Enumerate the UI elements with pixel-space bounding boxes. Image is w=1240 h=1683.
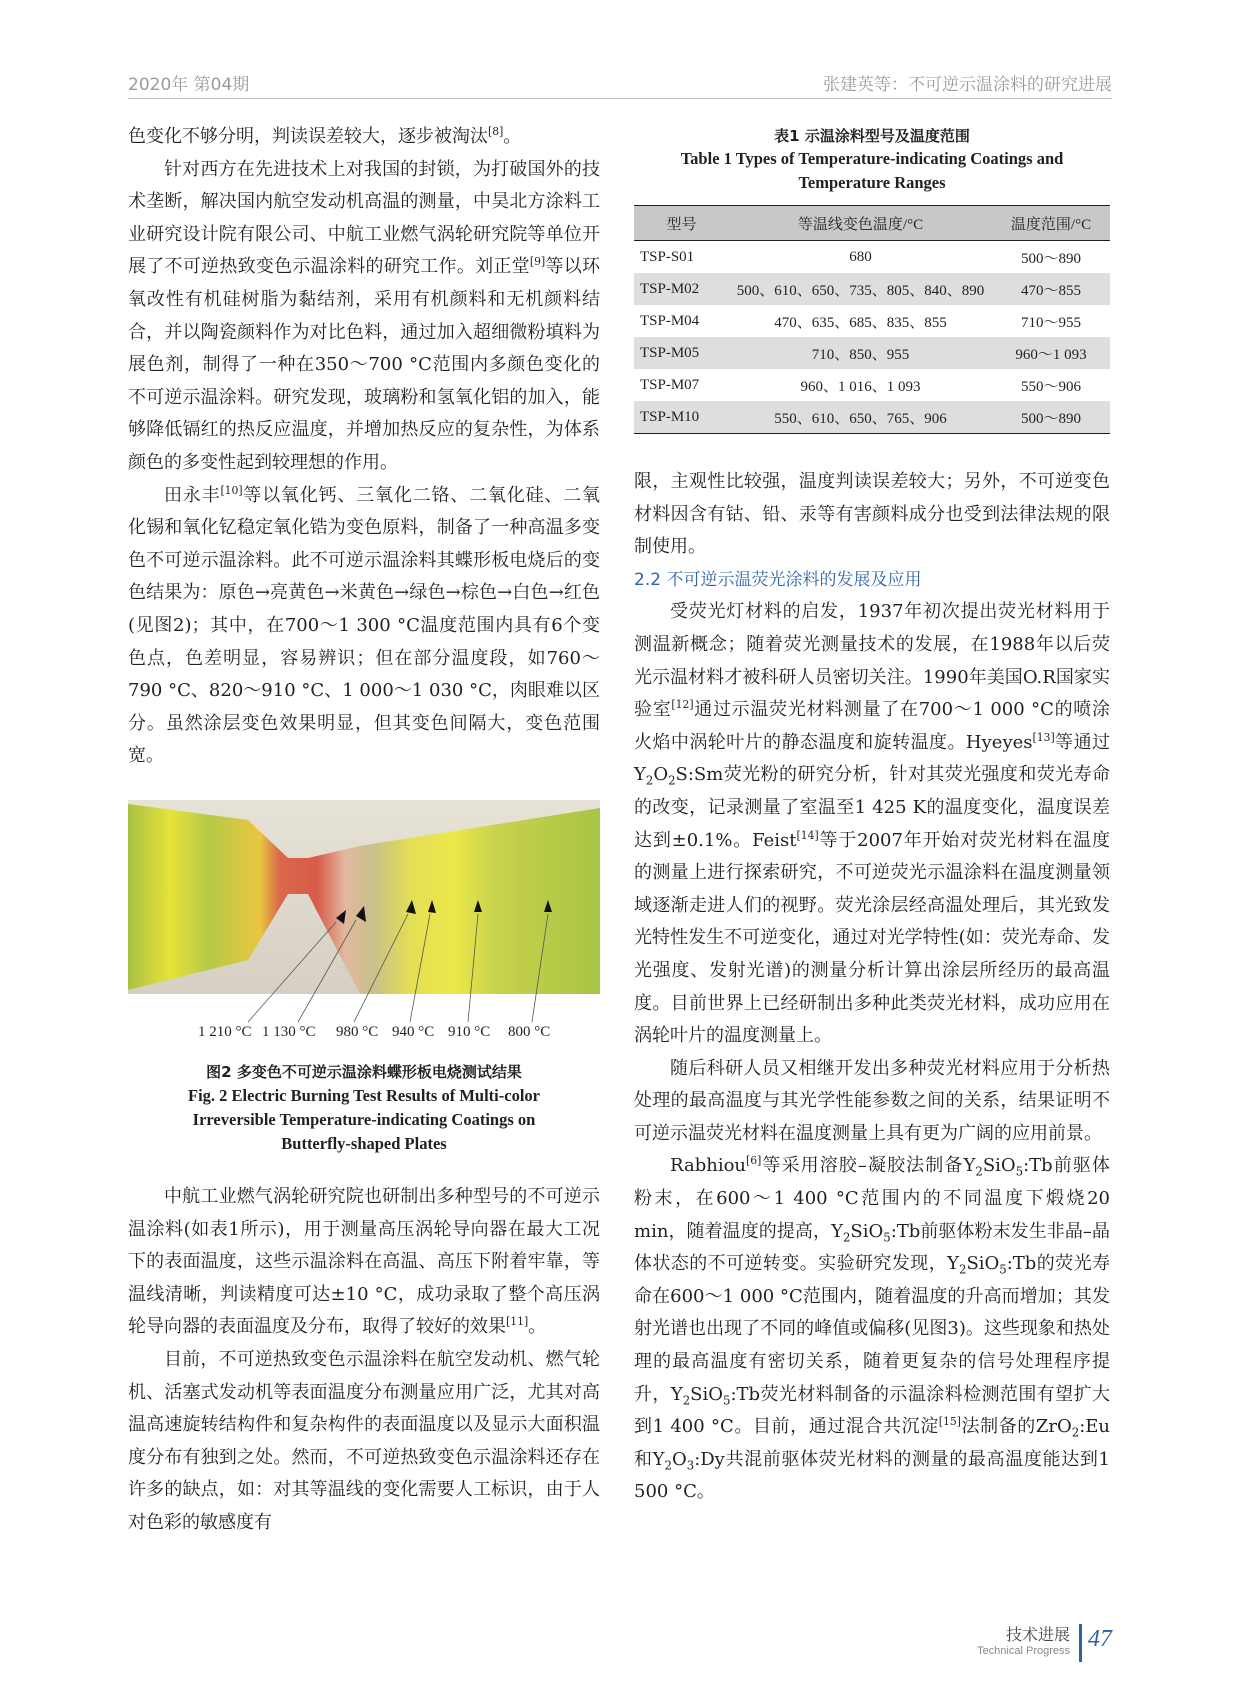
table-row bbox=[634, 337, 1110, 369]
paragraph: 色变化不够分明，判读误差较大，逐步被淘汰[8]。 bbox=[128, 125, 522, 147]
paragraph: 目前，不可逆热致变色示温涂料在航空发动机、燃气轮机、活塞式发动机等表面温度分布测量应用广泛，尤其对高温高速旋转结构件和复杂构件的表面温度以及显示大面积温度分布有独到之处。然而，不可逆热致变色示温涂料还存在许多的缺点，如：对其等温线的变化需要人工标识，由于人对色彩的敏感度有 bbox=[128, 1348, 600, 1533]
table-cell: 550、610、650、765、906 bbox=[729, 401, 992, 434]
column-header: 型号 bbox=[634, 206, 729, 241]
table-row bbox=[634, 369, 1110, 401]
table-cell: 500、610、650、735、805、840、890 bbox=[729, 273, 992, 305]
paragraph: 受荧光灯材料的启发，1937年初次提出荧光材料用于测温新概念；随着荧光测量技术的发展，在1988年以后荧光示温材料才被科研人员密切关注。1990年美国O.R国家实验室[12]通过示温荧光材料测量了在700～1 000 °C的喷涂火焰中涡轮叶片的静态温度和旋转温度。Hyeyes[13]等通过$Y_2O_2S:Sm$荧光粉的研究分析，针对其荧光强度和荧光寿命的改变，记录测量了室温至1 425 K的温度变化，温度误差达到±0.1%。Feist[14]等于2007年开始对荧光材料在温度的测量上进行探索研究，不可逆荧光示温涂料在温度测量领域逐渐走进人们的视野。荧光涂层经高温处理后，其光致发光特性发生不可逆变化，通过对光学特性(如：荧光寿命、发光强度、发射光谱)的测量分析计算出涂层所经历的最高温度。目前世界上已经研制出多种此类荧光材料，成功应用在涡轮叶片的温度测量上。 bbox=[634, 601, 1111, 1047]
footer-divider bbox=[1079, 1624, 1082, 1662]
paragraph: 针对西方在先进技术上对我国的封锁，为打破国外的技术垄断，解决国内航空发动机高温的测量，中昊北方涂料工业研究设计院有限公司、中航工业燃气涡轮研究院等单位开展了不可逆热致变色示温涂料的研究工作。刘正堂[9]等以环氧改性有机硅树脂为黏结剂，采用有机颜料和无机颜料结合，并以陶瓷颜料作为对比色料，通过加入超细微粉填料为展色剂，制得了一种在350～700 °C范围内多颜色变化的不可逆示温涂料。研究发现，玻璃粉和氢氧化铝的加入，能够降低镉红的热反应温度，并增加热反应的复杂性，为体系颜色的多变性起到较理想的作用。 bbox=[128, 158, 601, 473]
table-cell: TSP-M05 bbox=[634, 337, 729, 369]
running-header-title: 张建英等：不可逆示温涂料的研究进展 bbox=[823, 75, 1112, 95]
table-1-caption: 表1 示温涂料型号及温度范围 Table 1 Types of Temperature-indicating Coatings and Temperature Ranges bbox=[680, 127, 1064, 192]
paragraph: 限，主观性比较强，温度判读误差较大；另外，不可逆变色材料因含有钴、铅、汞等有害颜料成分也受到法律法规的限制使用。 bbox=[634, 471, 1110, 558]
left-column-top bbox=[128, 121, 600, 773]
table-cell: 500～890 bbox=[992, 401, 1110, 434]
paragraph: 随后科研人员又相继开发出多种荧光材料应用于分析热处理的最高温度与其光学性能参数之间的关系，结果证明不可逆示温荧光材料在温度测量上具有更为广阔的应用前景。 bbox=[634, 1057, 1110, 1144]
running-header-issue: 2020年 第04期 bbox=[128, 75, 250, 95]
column-header: 温度范围/°C bbox=[992, 206, 1110, 241]
table-row bbox=[634, 273, 1110, 305]
figure-2-label: 910 °C bbox=[448, 1024, 491, 1040]
figure-2-label: 940 °C bbox=[392, 1024, 435, 1040]
table-cell: TSP-S01 bbox=[640, 248, 695, 265]
figure-2-label: 1 130 °C bbox=[262, 1024, 316, 1040]
section-heading: 2.2 不可逆示温荧光涂料的发展及应用 bbox=[634, 569, 922, 590]
table-cell: TSP-M10 bbox=[634, 401, 729, 434]
table-cell: 710～955 bbox=[1020, 314, 1081, 331]
page-footer bbox=[912, 1620, 1112, 1666]
page-number: 47 bbox=[1088, 1626, 1112, 1652]
paragraph: Rabhiou[6]等采用溶胶–凝胶法制备$Y_2SiO_5:Tb$前驱体粉末，在600～1 400 °C范围内的不同温度下煅烧20 min，随着温度的提高，$Y_2SiO_5:Tb$前驱体粉末发生非晶–晶体状态的不可逆转变。实验研究发现，$Y_2SiO_5:Tb$的荧光寿命在600～1 000 °C范围内，随着温度的升高而增加；其发射光谱也出现了不同的峰值或偏移(见图3)。这些现象和热处理的最高温度有密切关系，随着更复杂的信号处理程序提升，$Y_2SiO_5:Tb$荧光材料制备的示温涂料检测范围有望扩大到1 400 °C。目前，通过混合共沉淀[15]法制备的ZrO$_2$:Eu和$Y_2O_3:Dy$共混前驱体荧光材料的测量的最高温度能达到1 500 °C。 bbox=[634, 1154, 1111, 1503]
column-header: 等温线变色温度/°C bbox=[729, 206, 992, 241]
paragraph: 田永丰[10]等以氧化钙、三氧化二铬、二氧化硅、二氧化锡和氧化钇稳定氧化锆为变色原料，制备了一种高温多变色不可逆示温涂料。此不可逆示温涂料其蝶形板电烧后的变色结果为：原色→亮黄色→米黄色→绿色→棕色→白色→红色(见图2)；其中，在700～1 300 °C温度范围内具有6个变色点，色差明显，容易辨识；但在部分温度段，如760～790 °C、820～910 °C、1 000～1 030 °C，肉眼难以区分。虽然涂层变色效果明显，但其变色间隔大，变色范围宽。 bbox=[128, 483, 601, 767]
table-cell: 710、850、955 bbox=[729, 337, 992, 369]
table-cell: 470、635、685、835、855 bbox=[774, 314, 947, 331]
table-cell: 500～890 bbox=[1020, 250, 1081, 267]
table-cell: 960、1 016、1 093 bbox=[800, 378, 921, 395]
figure-2-label: 800 °C bbox=[508, 1024, 551, 1040]
table-cell: TSP-M07 bbox=[640, 376, 700, 393]
figure-2-label: 1 210 °C bbox=[198, 1024, 252, 1040]
table-row bbox=[634, 241, 1110, 274]
table-cell: 550～906 bbox=[1020, 378, 1081, 395]
table-header-row bbox=[634, 206, 1110, 241]
table-cell: 960～1 093 bbox=[992, 337, 1110, 369]
figure-2-caption: 图2 多变色不可逆示温涂料蝶形板电烧测试结果 Fig. 2 Electric Burning Test Results of Multi-color Irreversible Temperature-indicating Coatings on Butterfly-shaped Plates bbox=[188, 1063, 540, 1153]
table-1 bbox=[634, 205, 1110, 434]
right-column bbox=[634, 466, 1110, 1509]
figure-2-label: 980 °C bbox=[336, 1024, 379, 1040]
table-row bbox=[634, 401, 1110, 434]
figure-2-temperature-labels bbox=[128, 1024, 600, 1048]
table-row bbox=[634, 305, 1110, 337]
header-rule bbox=[128, 98, 1112, 99]
table-cell: TSP-M04 bbox=[640, 312, 700, 329]
figure-2-leader-lines bbox=[128, 800, 600, 1030]
left-column-bottom bbox=[128, 1181, 600, 1540]
table-cell: TSP-M02 bbox=[634, 273, 729, 305]
table-cell: 470～855 bbox=[992, 273, 1110, 305]
footer-section-label: 技术进展 Technical Progress bbox=[977, 1625, 1070, 1657]
table-cell: 680 bbox=[849, 248, 872, 265]
paragraph: 中航工业燃气涡轮研究院也研制出多种型号的不可逆示温涂料(如表1所示)，用于测量高压涡轮导向器在最大工况下的表面温度，这些示温涂料在高温、高压下附着牢靠，等温线清晰，判读精度可达±10 °C，成功录取了整个高压涡轮导向器的表面温度及分布，取得了较好的效果[11]。 bbox=[128, 1186, 600, 1338]
